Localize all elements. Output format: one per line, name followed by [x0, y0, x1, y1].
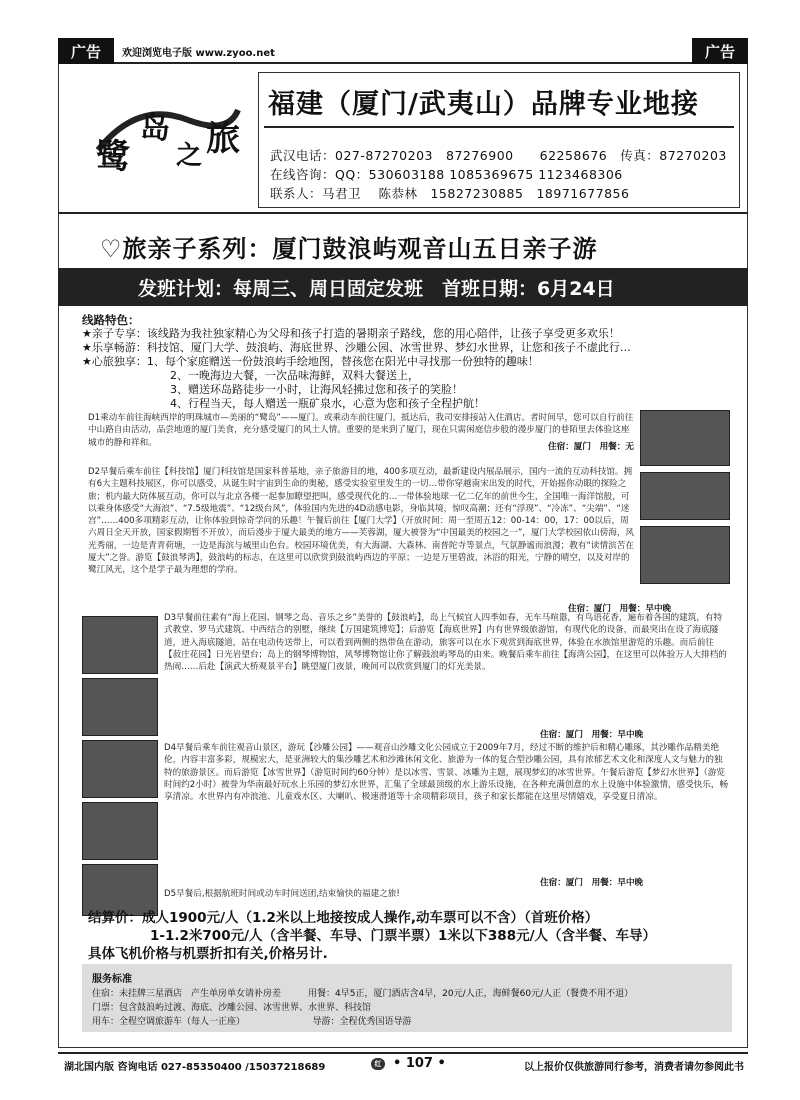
day2-text: D2早餐后乘车前往【科技馆】厦门科技馆是国家科普基地，亲子旅游目的地，400多项互动，最新建设内展品展示，国内一流的互动科技馆。拥有6大主题科技展区，你可以感受，从诞生时宇宙到生命的奥秘，感受实验室里发生的一切…带你穿越南宋出发的时代，开始摇你动眼的探险之旅；机内最大防体展互动，你可以与北京各楼一起参加瞭望把叫，感受现代化的…一带体验地球一亿二亿年的前世今生，全国唯一海洋馆般，可以乘身体感受“大海浪”、“7.5级地震”、“12级台风”，体验国内先进的4D动感电影，身临其境，惊叹高潮；还有“浮现”、“冷冻”、“尖端”、“迷宫”……400多项精彩互动，让你体验到惊奇学问的乐趣！午餐后前往【厦门大学】（开放时间：周一至周五12：00-14：00，17：00以后，周六周日全天开放，国家假期暂不开放），而后漫步于厦大最美的地方——芙蓉湖，厦大被誉为“中国最美的校园之一”，厦门大学校园依山傍海，风光秀丽，一边是青青荷塘，一边是海滨与城里山色台。校园环境优美，有大海湖、大森林、南普陀寺等景点，气氛静谧而浪漫；教有“读情滨苦在厦大”之誉。游览【鼓浪琴湾】，鼓浪屿的标志，在这里可以欣赏到鼓浪屿西边的平原；一边是万里碧波，沐浴的阳光，宁静的晴空，以及对岸的鹭江风光，这个是学子最为理想的学府。: [88, 467, 635, 576]
page-badge-icon: 红: [371, 1058, 385, 1070]
feature-line: ★乐享畅游：科技馆、厦门大学、鼓浪屿、海底世界、沙雕公园、冰雪世界、梦幻水世界，让您和孩子不虚此行…: [82, 341, 631, 354]
photo-dolphin: [82, 740, 158, 798]
feature-line: 3、赠送环岛路徒步一小时，让海风轻拂过您和孩子的笑脸！: [170, 383, 463, 396]
day5-text: D5早餐后,根据航班时间或动车时间送团,结束愉快的福建之旅!: [164, 889, 400, 899]
features-heading: 线路特色：: [82, 313, 140, 327]
feature-line: ★心旅独享：1、每个家庭赠送一份鼓浪屿手绘地图，替孩您在阳光中寻找那一份独特的趣味！: [82, 355, 539, 368]
page-number: • 107 •: [393, 1056, 446, 1071]
day3-meta: 住宿：厦门 用餐：早中晚: [540, 730, 644, 740]
site-url[interactable]: 欢迎浏览电子版 www.zyoo.net: [122, 48, 275, 59]
svg-text:鹭: 鹭: [96, 137, 130, 177]
day4-meta: 住宿：厦门 用餐：早中晚: [540, 878, 644, 888]
ad-tag-right: 广告: [692, 38, 748, 64]
page-title: ♡旅亲子系列：厦门鼓浪屿观音山五日亲子游: [100, 235, 598, 263]
day2-meta: 住宿：厦门 用餐：早中晚: [568, 604, 672, 614]
price-child: 1-1.2米700元/人（含半餐、车导、门票半票）1米以下388元/人（含半餐、车导）: [150, 928, 657, 944]
price-note: 具体飞机价格与机票折扣有关,价格另计.: [88, 946, 328, 962]
footer-right: 以上报价仅供旅游同行参考，消费者请勿参阅此书: [524, 1062, 744, 1073]
svg-text:旅: 旅: [206, 119, 240, 159]
svg-text:岛: 岛: [140, 111, 170, 146]
contact-phone: 武汉电话：027-87270203 87276900 62258676 传真：87270203: [270, 148, 727, 163]
feature-line: ★亲子专享：该线路为我社独家精心为父母和孩子打造的暑期亲子路线，您的用心陪伴，让孩子享受更多欢乐！: [82, 327, 620, 340]
photo-science-museum: [640, 472, 730, 520]
brand-title: 福建（厦门/武夷山）品牌专业地接: [268, 89, 699, 120]
day4-text: D4早餐后乘车前往观音山景区，游玩【沙雕公园】——观音山沙雕文化公园成立于2009年7月，经过不断的维护后和精心雕琢，其沙雕作品精美绝伦，内容丰富多彩，规模宏大，是亚洲较大的集沙雕艺术和沙滩休闲文化、旅游为一体的复合型沙雕公园，具有浓郁艺术文化和深度人文与魅力的独特的旅游景区。而后游览【冰雪世界】（游览时间约60分钟）是以冰雪、雪景、冰雕为主题，展现梦幻的冰雪世界。午餐后游览【梦幻水世界】（游览时间约2小时）被誉为华南最好玩水上乐园的梦幻水世界，汇集了全球最顶级的水上游乐设施，在各种充满创意的水上设施中体验激情，感受快乐，畅享清凉。水世界内有冲浪池、儿童戏水区、大喇叭、极速滑道等十余项精彩项目，孩子和家长都能在这里尽情嬉戏，享受夏日清凉。: [164, 743, 729, 803]
contact-qq: 在线咨询：QQ：530603188 1085369675 1123468306: [270, 167, 623, 182]
footer-left: 湖北国内版 咨询电话 027-85350400 /15037218689: [64, 1062, 326, 1073]
service-heading: 服务标准: [92, 974, 132, 985]
day1-meta: 住宿：厦门 用餐：无: [548, 442, 634, 452]
feature-line: 4、行程当天，每人赠送一瓶矿泉水，心意为您和孩子全程护航！: [170, 397, 485, 410]
photo-xiamen: [640, 410, 730, 466]
contact-person: 联系人：马君卫 陈恭林 15827230885 18971677856: [270, 186, 630, 201]
photo-coast: [82, 802, 158, 860]
feature-line: 2、一晚海边大餐，一次品味海鲜，双料大餐送上，: [170, 369, 419, 382]
service-row: 住宿：未挂牌三星酒店 产生单房单女请补房差 用餐：4早5正，厦门酒店含4早，20元/人正，海鲜餐60元/人正（餐费不用不退）: [92, 989, 634, 999]
price-adult: 结算价：成人1900元/人（1.2米以上地接按成人操作,动车票可以不含）（首班价格）: [88, 910, 599, 926]
photo-island: [82, 678, 158, 736]
footer: [58, 1052, 748, 1072]
service-row: 用车：全程空调旅游车（每人一正座） 导游：全程优秀国语导游: [92, 1017, 412, 1027]
ad-tag-left: 广告: [58, 38, 114, 64]
photo-gulangyu: [82, 616, 158, 674]
logo: [78, 80, 248, 190]
schedule-banner: 发班计划：每周三、周日固定发班 首班日期：6月24日: [58, 268, 748, 306]
day1-text: D1乘动车前往海峡西岸的明珠城市—美丽的“鹭岛”——厦门。或乘动车前往厦门，抵达后，我司安排接站入住酒店。者时间早，您可以自行前往中山路自由活动，品尝地道的厦门美食，充分感受厦门的风土人情。重要的是来到了厦门，现在只需闲庭信步般的漫步厦门的巷陌里去体验这座城市的静和祥和。: [88, 413, 634, 448]
divider: [264, 126, 734, 128]
photo-university-gate: [640, 526, 730, 584]
svg-text:之: 之: [176, 141, 203, 171]
day3-text: D3早餐前往素有“海上花园、钢琴之岛、音乐之乡”美誉的【鼓浪屿】，岛上气候宜人四季如春，无车马喧嚣，有鸟语花香，遍布着各国的建筑，有特式教堂、罗马式建筑、中西结合的别墅，继续【万国建筑博览】；后游览【海底世界】内有世界级旅游馆，有现代化的设备，而最突出在设了海底隧道，进入海底隧道，站在电动传送带上，可以看到两侧的热带鱼在游动，旅客可以在水下观赏到海底世界，体验在水族馆里游览的乐趣。而后前往【菽庄花园】日光岩望台；岛上的钢琴博物馆，风琴博物馆让你了解鼓浪屿琴岛的由来。晚餐后乘车前往【海湾公园】，在这里可以体验万人大排档的热闹……后赴【演武大桥观景平台】眺望厦门夜景，晚间可以欣赏到厦门的灯光美景。: [164, 613, 727, 673]
service-row: 门票：包含鼓浪屿过渡、海底、沙雕公园、冰雪世界、水世界、科技馆: [92, 1003, 372, 1013]
